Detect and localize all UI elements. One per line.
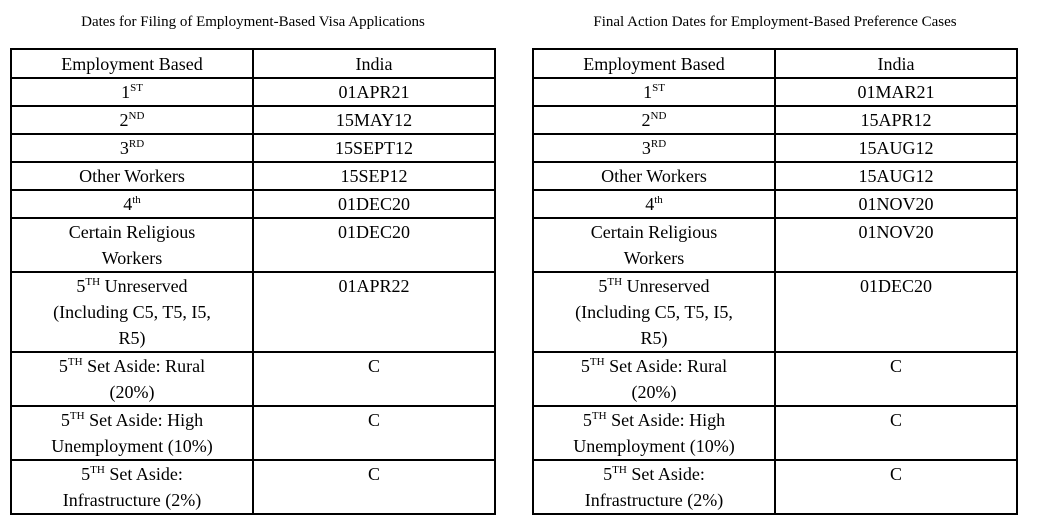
table-row [11,272,495,352]
column-header-india: India [253,49,495,78]
category-cell: 5TH Set Aside: Rural (20%) [533,352,775,406]
table-row [533,106,1017,134]
category-cell: 5TH Set Aside: Infrastructure (2%) [533,460,775,514]
india-date-cell: 01APR22 [253,272,495,352]
category-cell: 1ST [533,78,775,106]
table-row [11,78,495,106]
india-date-cell: 15MAY12 [253,106,495,134]
category-cell: 5TH Unreserved (Including C5, T5, I5, R5) [533,272,775,352]
column-header-employment-based: Employment Based [11,49,253,78]
table-row [533,272,1017,352]
column-header-india: India [775,49,1017,78]
india-date-cell: 15SEP12 [253,162,495,190]
column-header-employment-based: Employment Based [533,49,775,78]
table-row [533,78,1017,106]
india-date-cell: 15SEPT12 [253,134,495,162]
india-date-cell: 01APR21 [253,78,495,106]
india-date-cell: C [253,352,495,406]
table-row [11,190,495,218]
table-row [11,162,495,190]
header-row [533,49,1017,78]
table-row [533,406,1017,460]
category-cell: Other Workers [533,162,775,190]
india-date-cell: C [253,406,495,460]
category-cell: Other Workers [11,162,253,190]
table-row [533,162,1017,190]
filing-dates-title: Dates for Filing of Employment-Based Visa Applications [81,14,425,30]
final-action-dates-panel [532,0,1018,515]
india-date-cell: 01NOV20 [775,190,1017,218]
category-cell: 4th [533,190,775,218]
category-cell: 5TH Unreserved (Including C5, T5, I5, R5) [11,272,253,352]
india-date-cell: 15APR12 [775,106,1017,134]
india-date-cell: 01NOV20 [775,218,1017,272]
table-row [533,190,1017,218]
table-row [533,352,1017,406]
category-cell: Certain Religious Workers [533,218,775,272]
category-cell: 5TH Set Aside: Infrastructure (2%) [11,460,253,514]
table-row [11,460,495,514]
filing-dates-table [10,48,496,515]
table-row [533,134,1017,162]
final-action-dates-table [532,48,1018,515]
table-row [11,134,495,162]
india-date-cell: C [775,352,1017,406]
table-row [533,218,1017,272]
table-row [533,460,1017,514]
header-row [11,49,495,78]
india-date-cell: 15AUG12 [775,134,1017,162]
india-date-cell: C [775,406,1017,460]
india-date-cell: 01DEC20 [775,272,1017,352]
category-cell: 3RD [533,134,775,162]
india-date-cell: 15AUG12 [775,162,1017,190]
table-row [11,352,495,406]
table-row [11,106,495,134]
category-cell: Certain Religious Workers [11,218,253,272]
table-row [11,218,495,272]
category-cell: 2ND [11,106,253,134]
india-date-cell: 01DEC20 [253,218,495,272]
india-date-cell: 01DEC20 [253,190,495,218]
filing-dates-panel [10,0,496,515]
category-cell: 3RD [11,134,253,162]
category-cell: 1ST [11,78,253,106]
category-cell: 5TH Set Aside: High Unemployment (10%) [11,406,253,460]
category-cell: 2ND [533,106,775,134]
final-action-dates-title: Final Action Dates for Employment-Based Preference Cases [593,14,957,30]
category-cell: 5TH Set Aside: High Unemployment (10%) [533,406,775,460]
table-row [11,406,495,460]
category-cell: 5TH Set Aside: Rural (20%) [11,352,253,406]
india-date-cell: C [775,460,1017,514]
india-date-cell: 01MAR21 [775,78,1017,106]
category-cell: 4th [11,190,253,218]
india-date-cell: C [253,460,495,514]
